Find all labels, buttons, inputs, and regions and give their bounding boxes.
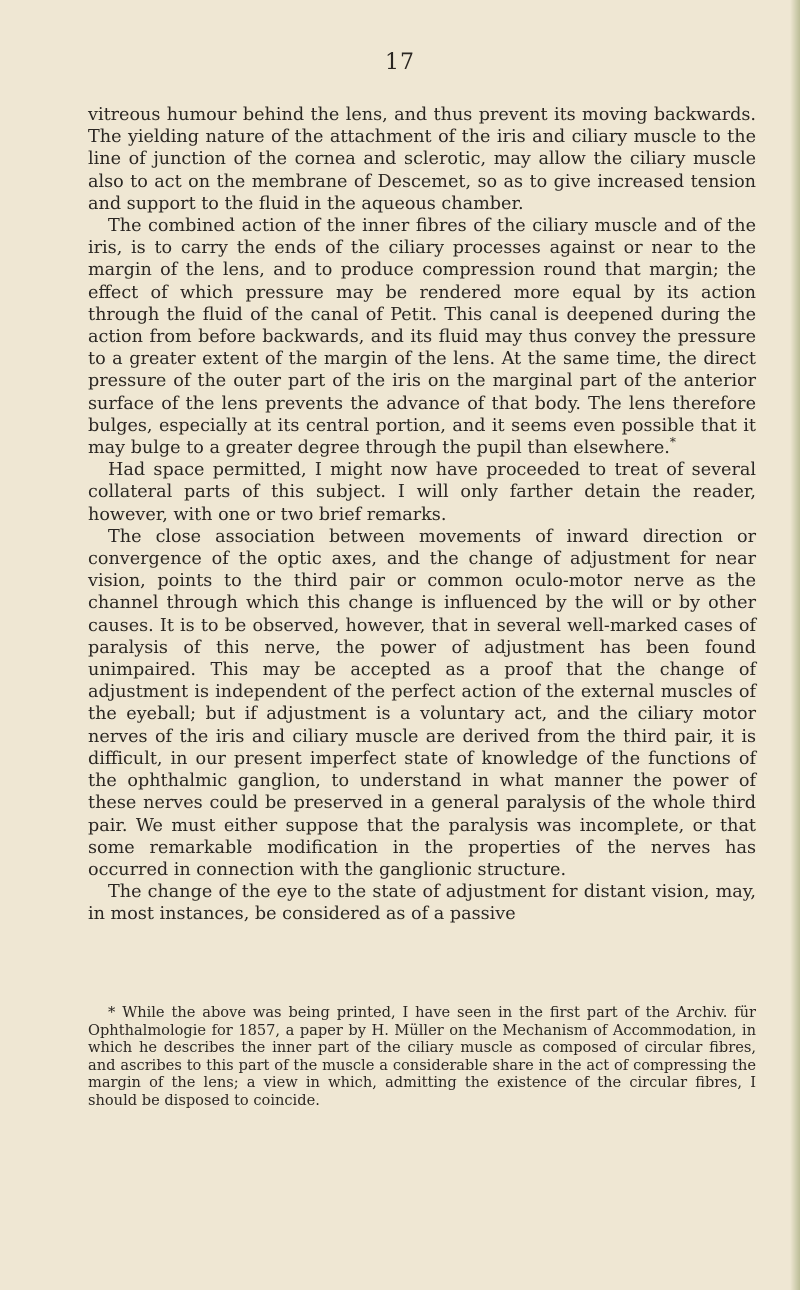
footnote-paragraph [88,1004,756,1110]
body-text [88,104,756,926]
page-number: 17 [385,50,415,75]
footnote [88,1004,756,1110]
footnote-marker: * [669,435,676,450]
paragraph: Had space permitted, I might now have proceeded to treat of several collateral parts of this subject. I will only farther detain the reader, however, with one or two brief remarks. [88,460,756,525]
page-edge-shadow [790,0,800,1290]
footnote-marker-ref: * [108,1004,116,1021]
paragraph: vitreous humour behind the lens, and thus prevent its moving backwards. The yielding nature of the attachment of the iris and ciliary muscle to the line of junction of the cornea and sclerotic, may allow the ciliary muscle also to act on the membrane of Descemet, so as to give increased tension and support to the fluid in the aqueous chamber. [88,105,756,214]
footnote-text: While the above was being printed, I have seen in the first part of the Archiv. für Ophthalmologie for 1857, a paper by H. Müller on the Mechanism of Accommodation, in which he describes the inner part of the ciliary muscle as composed of circular fibres, and ascribes to this part of the muscle a considerable share in the act of compressing the margin of the lens; a view in which, admitting the existence of the circular fibres, I should be disposed to coincide. [88,1004,757,1109]
paragraph: The close association between movements of inward direction or convergence of the optic axes, and the change of adjustment for near vision, points to the third pair or common oculo-motor nerve as the channel through which this change is influenced by the will or by other causes. It is to be observed, however, that in several well-marked cases of paralysis of this nerve, the power of adjustment has been found unimpaired. This may be accepted as a proof that the change of adjustment is independent of the perfect action of the external muscles of the eyeball; but if adjustment is a voluntary act, and the ciliary motor nerves of the iris and ciliary muscle are derived from the third pair, it is difficult, in our present imperfect state of knowledge of the functions of the ophthalmic ganglion, to understand in what manner the power of these nerves could be preserved in a general paralysis of the whole third pair. We must either suppose that the paralysis was incomplete, or that some remarkable modification in the properties of the nerves has occurred in connection with the ganglionic structure. [88,526,756,880]
paragraph: The change of the eye to the state of adjustment for distant vision, may, in most instances, be considered as of a passive [88,882,756,925]
paragraph-text: The combined action of the inner fibres of the ciliary muscle and of the iris, is to carry the ends of the ciliary processes against or near to the margin of the lens, and to produce compression round that margin; the effect of which pressure may be rendered more equal by its action through the fluid of the canal of Petit. This canal is deepened during the action from before backwards, and its fluid may thus convey the pressure to a greater extent of the margin of the lens. At the same time, the direct pressure of the outer part of the iris on the marginal part of the anterior surface of the lens prevents the advance of that body. The lens therefore bulges, especially at its central portion, and it seems even possible that it may bulge to a greater degree through the pupil than elsewhere. [88,216,756,459]
paragraph [88,215,756,459]
